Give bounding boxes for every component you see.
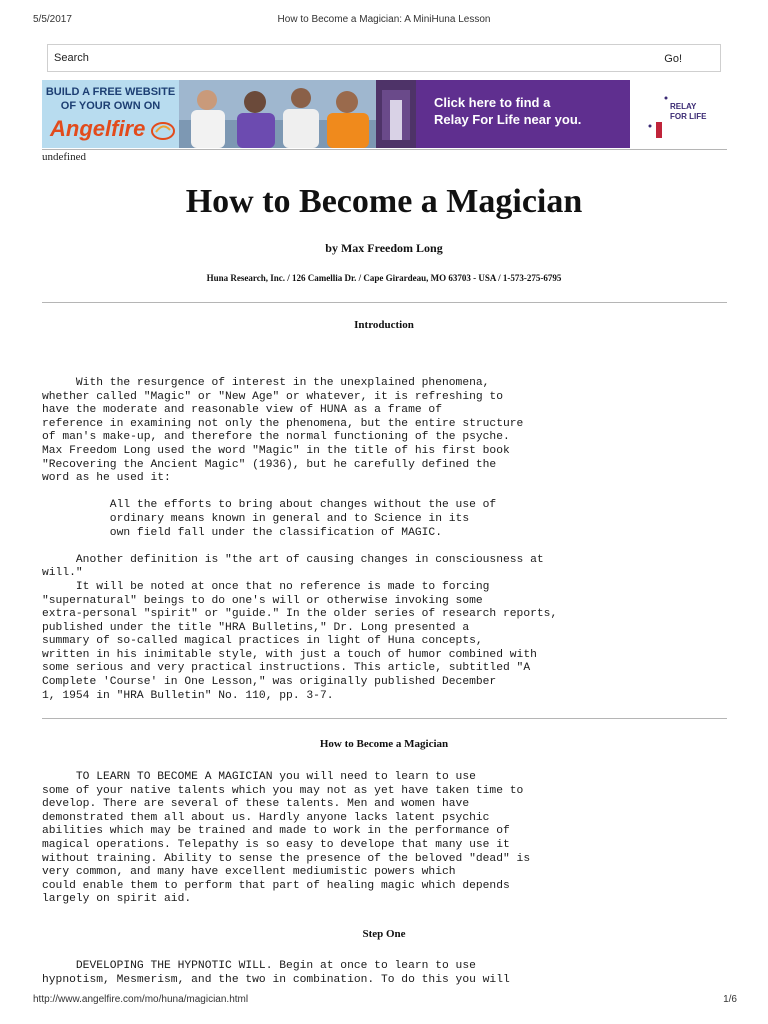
page-title: How to Become a Magician <box>185 183 583 220</box>
section-heading: How to Become a Magician <box>319 738 449 750</box>
divider <box>42 718 727 719</box>
page-number: 1/6 <box>723 994 737 1005</box>
angelfire-ad-line2: OF YOUR OWN ON <box>60 100 161 112</box>
step-heading: Step One <box>362 928 406 940</box>
go-button[interactable]: Go! <box>664 53 682 65</box>
undefined-text: undefined <box>42 151 86 163</box>
search-bar <box>47 44 721 72</box>
relay-cta-line1: Click here to find a <box>434 95 551 110</box>
moon-stars-icon <box>644 88 672 140</box>
print-date: 5/5/2017 <box>33 14 72 25</box>
address-line: Huna Research, Inc. / 126 Camellia Dr. / Cape Girardeau, MO 63703 - USA / 1-573-275-6795 <box>206 273 562 283</box>
print-footer <box>0 994 768 1008</box>
angelfire-logo: Angelfire <box>50 116 146 141</box>
step-text: DEVELOPING THE HYPNOTIC WILL. Begin at once to learn to use hypnotism, Mesmerism, and the two in combination. To do this you will <box>42 960 510 986</box>
relay-cta-line2: Relay For Life near you. <box>434 112 582 127</box>
relay-for-life-logo <box>630 80 727 148</box>
section-text: TO LEARN TO BECOME A MAGICIAN you will need to learn to use some of your native talents which you may not as yet have taken time to develop. There are several of these talents. Men and women have demonstrated them all about us. Hardly anyone lacks latent psychic abilities which may be trained and made to work in the performance of magical operations. Telepathy is so easy to develope that many use it without training. Ability to sense the presence of the beloved "dead" is very common, and many have excellent mediumistic powers which could enable them to perform that part of healing magic which depends largely on spirit aid. <box>42 771 531 906</box>
divider <box>42 149 727 150</box>
intro-heading: Introduction <box>354 319 414 331</box>
tent-photo <box>376 80 416 148</box>
ad-banner[interactable] <box>42 80 727 148</box>
byline: by Max Freedom Long <box>325 241 443 255</box>
people-photo <box>179 80 376 148</box>
relay-ad-cta[interactable] <box>416 80 630 148</box>
angelfire-ad[interactable] <box>42 80 179 148</box>
relay-logo-line1: RELAY <box>670 102 697 111</box>
divider <box>42 302 727 303</box>
search-input[interactable]: Search <box>54 52 89 64</box>
intro-text: With the resurgence of interest in the unexplained phenomena, whether called "Magic" or "New Age" or whatever, it is refreshing to have the moderate and reasonable view of HUNA as a frame of reference in examining not only the phenomena, but the entire structure of man's make-up, and therefore the normal functioning of the psyche. Max Freedom Long used the word "Magic" in the title of his first book "Recovering the Ancient Magic" (1936), but he carefully defined the word as he used it: All the efforts to bring about changes without the use of ordinary means known in general and to Science in its own field fall under the classification of MAGIC. Another definition is "the art of causing changes in consciousness at will." It will be noted at once that no reference is made to forcing "supernatural" beings to do one's will or otherwise invoking some extra-personal "spirit" or "guide." In the older series of research reports, published under the title "HRA Bulletins," Dr. Long presented a summary of so-called magical practices in light of Huna concepts, written in his inimitable style, with just a touch of humor combined with some serious and very practical instructions. This article, subtitled "A Complete 'Course' in One Lesson," was originally published December 1, 1954 in "HRA Bulletin" No. 110, pp. 3-7. <box>42 377 558 702</box>
people-image <box>179 80 376 148</box>
print-header <box>0 14 768 28</box>
tent-image <box>376 80 416 148</box>
relay-logo-line2: FOR LIFE <box>670 112 707 121</box>
angelfire-ad-line1: BUILD A FREE WEBSITE <box>45 86 176 98</box>
print-page-title: How to Become a Magician: A MiniHuna Lesson <box>277 14 491 25</box>
flame-icon <box>150 120 176 142</box>
print-url: http://www.angelfire.com/mo/huna/magician.html <box>33 994 249 1005</box>
